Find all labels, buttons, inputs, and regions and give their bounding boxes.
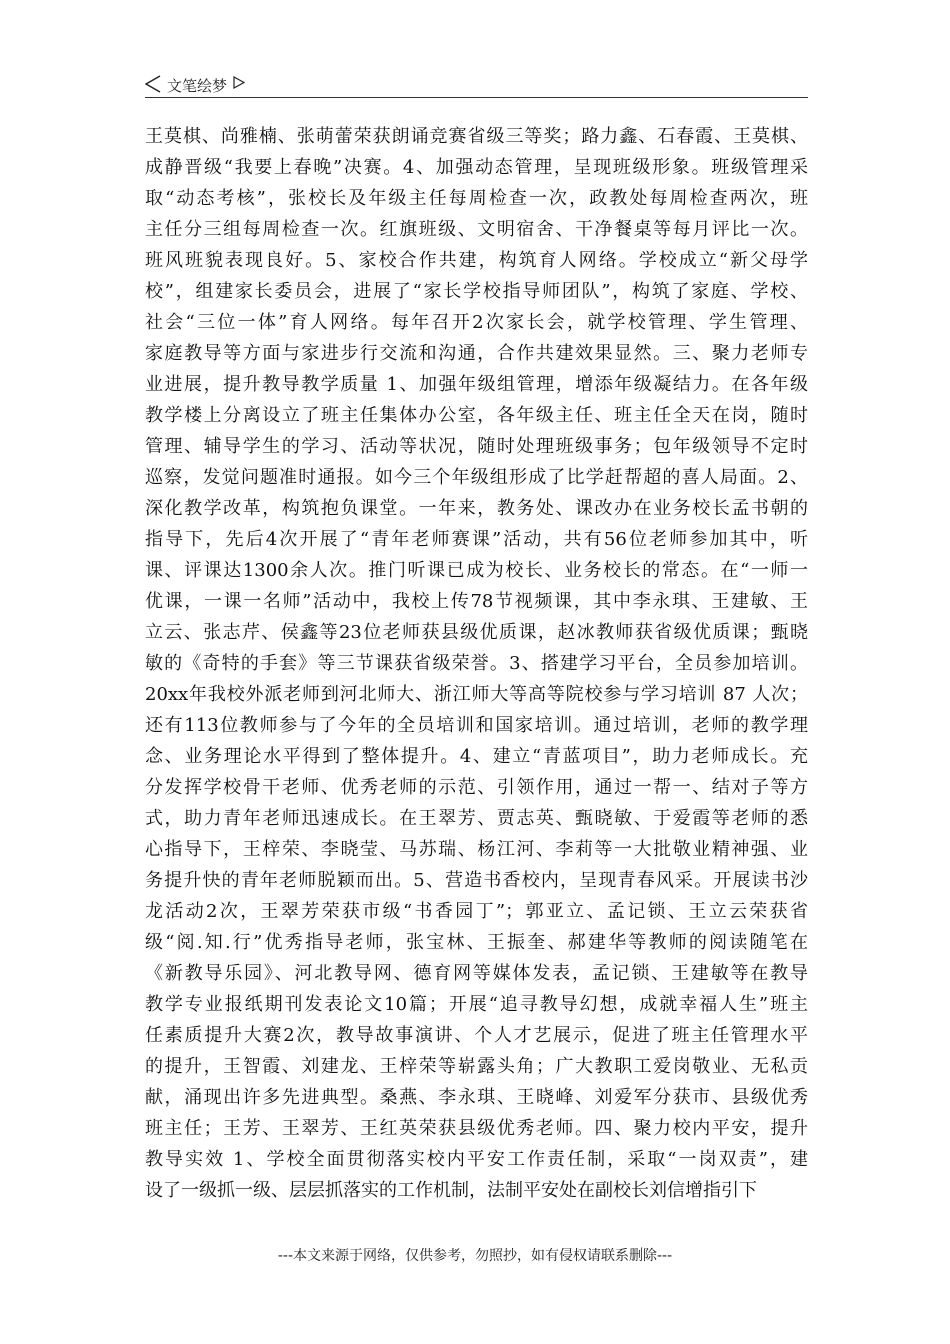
text-line: 分发挥学校骨干老师、优秀老师的示范、引领作用，通过一帮一、结对子等方 bbox=[145, 777, 808, 798]
text-line: 成静晋级“我要上春晚”决赛。4、加强动态管理，呈现班级形象。班级管理采 bbox=[145, 157, 808, 178]
text-line: 指导下，先后4次开展了“青年老师赛课”活动，共有56位老师参加其中，听 bbox=[145, 529, 808, 550]
body-text bbox=[145, 121, 808, 1206]
text-line: 管理、辅导学生的学习、活动等状况，随时处理班级事务；包年级领导不定时 bbox=[145, 436, 808, 457]
text-line: 班风班貌表现良好。5、家校合作共建，构筑育人网络。学校成立“新父母学 bbox=[145, 250, 808, 271]
text-line: 设了一级抓一级、层层抓落实的工作机制，法制平安处在副校长刘信增指引下 bbox=[145, 1180, 757, 1201]
text-line: 社会“三位一体”育人网络。每年召开2次家长会，就学校管理、学生管理、 bbox=[145, 312, 808, 333]
text-line: 敏的《奇特的手套》等三节课获省级荣誉。3、搭建学习平台，全员参加培训。 bbox=[145, 653, 808, 674]
text-line: 《新教导乐园》、河北教导网、德育网等媒体发表，孟记锁、王建敏等在教导 bbox=[145, 963, 808, 984]
text-line: 立云、张志芹、侯鑫等23位老师获县级优质课，赵冰教师获省级优质课；甄晓 bbox=[145, 622, 808, 643]
triangle-right-icon bbox=[233, 76, 245, 89]
text-line: 业进展，提升教导教学质量 1、加强年级组管理，增添年级凝结力。在各年级 bbox=[145, 374, 808, 395]
text-line: 主任分三组每周检查一次。红旗班级、文明宿舍、干净餐桌等每月评比一次。 bbox=[145, 219, 808, 240]
text-line: 深化教学改革，构筑抱负课堂。一年来，教务处、课改办在业务校长孟书朝的 bbox=[145, 498, 808, 519]
text-line: 还有113位教师参与了今年的全员培训和国家培训。通过培训，老师的教学理 bbox=[145, 715, 808, 736]
header-rule bbox=[145, 97, 808, 98]
triangle-left-icon bbox=[145, 75, 161, 93]
text-line: 级“阅.知.行”优秀指导老师，张宝林、王振奎、郝建华等教师的阅读随笔在 bbox=[145, 932, 808, 953]
page-header bbox=[145, 73, 808, 97]
text-line: 务提升快的青年老师脱颖而出。5、营造书香校内，呈现青春风采。开展读书沙 bbox=[145, 870, 808, 891]
text-line: 巡察，发觉问题准时通报。如今三个年级组形成了比学赶帮超的喜人局面。2、 bbox=[145, 467, 808, 488]
text-line: 家庭教导等方面与家进步行交流和沟通，合作共建效果显然。三、聚力老师专 bbox=[145, 343, 808, 364]
text-line: 献，涌现出许多先进典型。桑燕、李永琪、王晓峰、刘爱军分获市、县级优秀 bbox=[145, 1087, 808, 1108]
text-line: 式，助力青年老师迅速成长。在王翠芳、贾志英、甄晓敏、于爱霞等老师的悉 bbox=[145, 808, 808, 829]
text-line: 王莫棋、尚雅楠、张萌蕾荣获朗诵竞赛省级三等奖；路力鑫、石春霞、王莫棋、 bbox=[145, 126, 808, 147]
text-line: 教学专业报纸期刊发表论文10篇；开展“追寻教导幻想，成就幸福人生”班主 bbox=[145, 994, 808, 1015]
text-line: 20xx年我校外派老师到河北师大、浙江师大等高等院校参与学习培训 87 人次； bbox=[145, 684, 808, 705]
page-footer: ---本文来源于网络，仅供参考，勿照抄，如有侵权请联系删除--- bbox=[277, 1248, 673, 1264]
text-line: 念、业务理论水平得到了整体提升。4、建立“青蓝项目”，助力老师成长。充 bbox=[145, 746, 808, 767]
text-line: 龙活动2次，王翠芳荣获市级“书香园丁”；郭亚立、孟记锁、王立云荣获省 bbox=[145, 901, 808, 922]
text-line: 教导实效 1、学校全面贯彻落实校内平安工作责任制，采取“一岗双责”，建 bbox=[145, 1149, 808, 1170]
text-line: 教学楼上分离设立了班主任集体办公室，各年级主任、班主任全天在岗，随时 bbox=[145, 405, 808, 426]
text-line: 校”，组建家长委员会，进展了“家长学校指导师团队”，构筑了家庭、学校、 bbox=[145, 281, 808, 302]
text-line: 课、评课达1300余人次。推门听课已成为校长、业务校长的常态。在“一师一 bbox=[145, 560, 808, 581]
text-line: 取“动态考核”，张校长及年级主任每周检查一次，政教处每周检查两次，班 bbox=[145, 188, 808, 209]
header-brand: 文笔绘梦 bbox=[167, 77, 228, 95]
text-line: 的提升，王智霞、刘建龙、王梓荣等崭露头角；广大教职工爱岗敬业、无私贡 bbox=[145, 1056, 808, 1077]
text-line: 班主任；王芳、王翠芳、王红英荣获县级优秀老师。四、聚力校内平安，提升 bbox=[145, 1118, 808, 1139]
text-line: 心指导下，王梓荣、李晓莹、马苏瑞、杨江河、李莉等一大批敬业精神强、业 bbox=[145, 839, 808, 860]
text-line: 任素质提升大赛2次，教导故事演讲、个人才艺展示，促进了班主任管理水平 bbox=[145, 1025, 808, 1046]
text-line: 优课，一课一名师”活动中，我校上传78节视频课，其中李永琪、王建敏、王 bbox=[145, 591, 808, 612]
